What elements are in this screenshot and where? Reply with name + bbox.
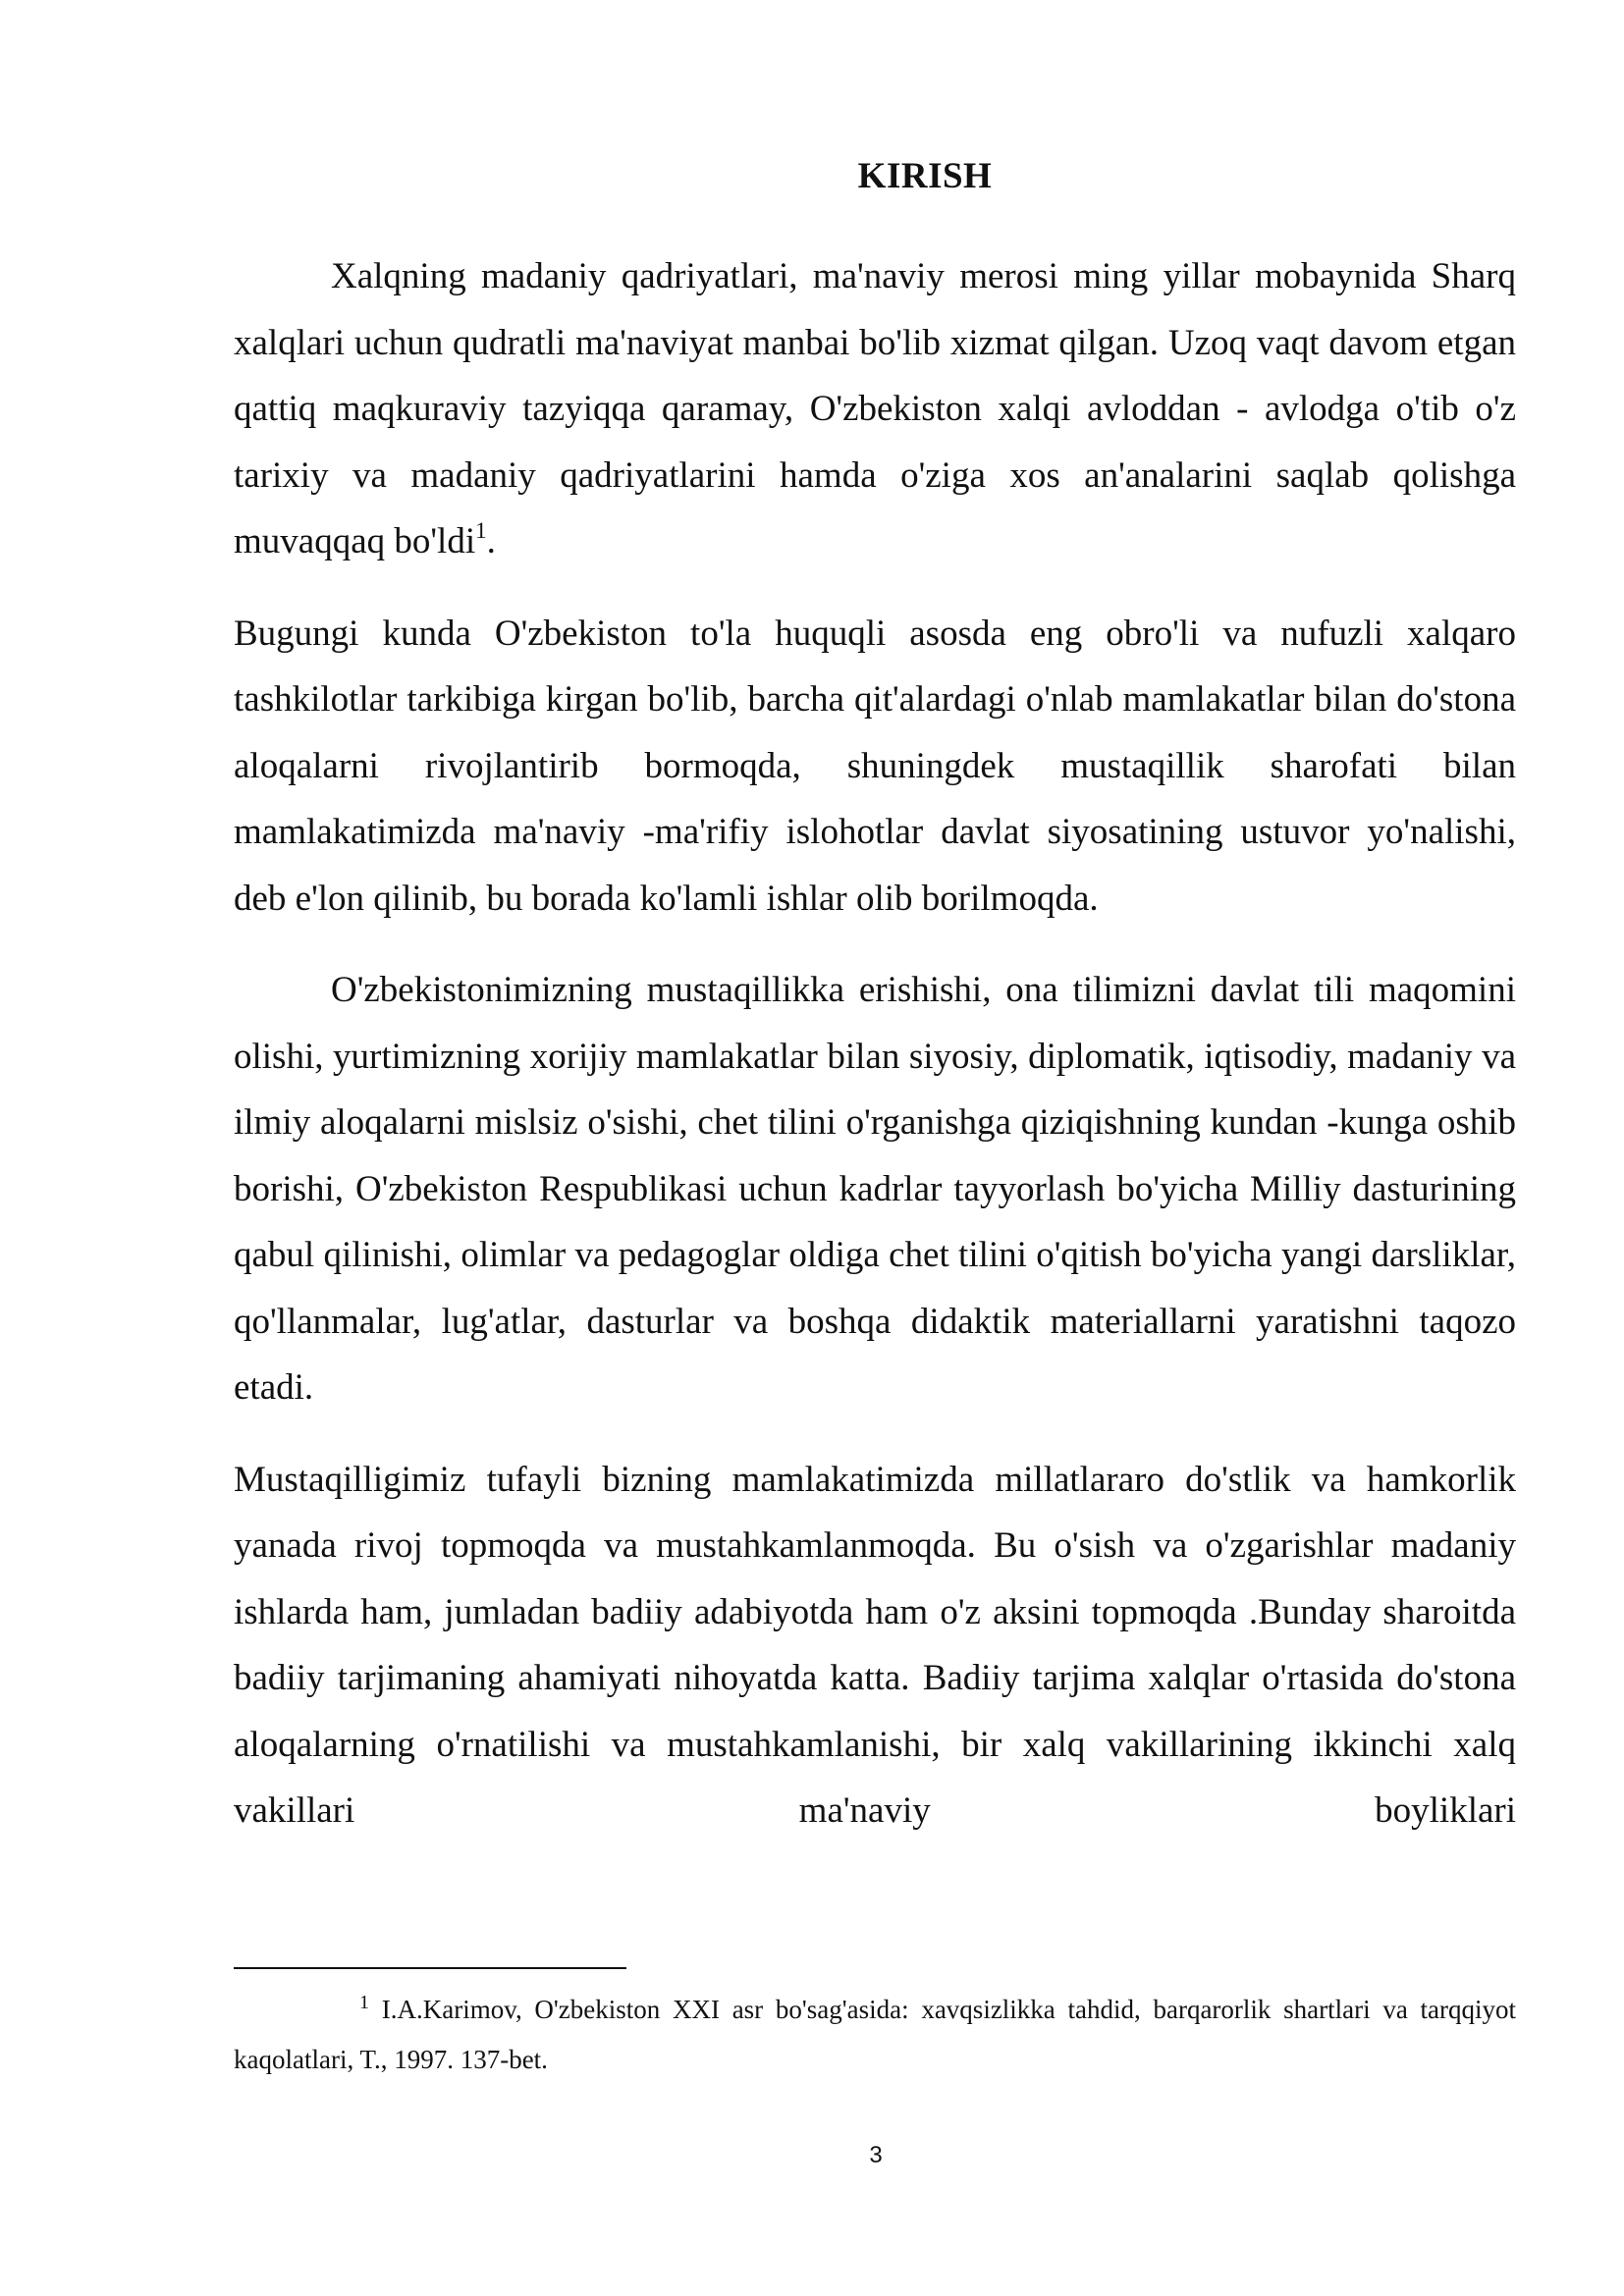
- section-title: KIRISH: [857, 156, 993, 196]
- body-text: [234, 243, 1516, 1870]
- footnote-marker: 1: [359, 1992, 369, 2013]
- paragraph-2-text: Bugungi kunda O'zbekiston to'la huquqli asosda eng obro'li va nufuzli xalqaro tashkilotlar tarkibiga kirgan bo'lib, barcha qit'alardagi o'nlab mamlakatlar bilan do'stona aloqalarni rivojlantirib bormoqda, shuningdek mustaqillik sharofati bilan mamlakatimizda ma'naviy -ma'rifiy islohotlar davlat siyosatining ustuvor yo'nalishi, deb e'lon qilinib, bu borada ko'lamli ishlar olib borilmoqda.: [234, 613, 1516, 919]
- footnote-separator: [234, 1967, 626, 1969]
- paragraph-3: [234, 957, 1516, 1421]
- paragraph-1: [234, 243, 1516, 575]
- footnote-reference[interactable]: 1: [475, 518, 487, 543]
- page-number: 3: [869, 2142, 883, 2168]
- footnote-text: I.A.Karimov, O'zbekiston XXI asr bo'sag'asida: xavqsizlikka tahdid, barqarorlik shartlari va tarqqiyot kaqolatlari, T., 1997. 137-bet.: [234, 1995, 1517, 2074]
- paragraph-1-end: .: [486, 521, 496, 561]
- footnote: [234, 1985, 1516, 2085]
- paragraph-2: [234, 601, 1516, 933]
- paragraph-1-text: Xalqning madaniy qadriyatlari, ma'naviy merosi ming yillar mobaynida Sharq xalqlari uchun qudratli ma'naviyat manbai bo'lib xizmat qilgan. Uzoq vaqt davom etgan qattiq maqkuraviy tazyiqqa qaramay, O'zbekiston xalqi avloddan - avlodga o'tib o'z tarixiy va madaniy qadriyatlarini hamda o'ziga xos an'analarini saqlab qolishga muvaqqaq bo'ldi: [234, 256, 1516, 561]
- paragraph-4: [234, 1447, 1516, 1844]
- paragraph-4-text: Mustaqilligimiz tufayli bizning mamlakatimizda millatlararo do'stlik va hamkorlik yanada rivoj topmoqda va mustahkamlanmoqda. Bu o'sish va o'zgarishlar madaniy ishlarda ham, jumladan badiiy adabiyotda ham o'z aksini topmoqda .Bunday sharoitda badiiy tarjimaning ahamiyati nihoyatda katta. Badiiy tarjima xalqlar o'rtasida do'stona aloqalarning o'rnatilishi va mustahkamlanishi, bir xalq vakillarining ikkinchi xalq vakillari ma'naviy boyliklari: [234, 1459, 1516, 1831]
- paragraph-3-text: O'zbekistonimizning mustaqillikka erishishi, ona tilimizni davlat tili maqomini olishi, yurtimizning xorijiy mamlakatlar bilan siyosiy, diplomatik, iqtisodiy, madaniy va ilmiy aloqalarni mislsiz o'sishi, chet tilini o'rganishga qiziqishning kundan -kunga oshib borishi, O'zbekiston Respublikasi uchun kadrlar tayyorlash bo'yicha Milliy dasturining qabul qilinishi, olimlar va pedagoglar oldiga chet tilini o'qitish bo'yicha yangi darsliklar, qo'llanmalar, lug'atlar, dasturlar va boshqa didaktik materiallarni yaratishni taqozo etadi.: [234, 970, 1516, 1408]
